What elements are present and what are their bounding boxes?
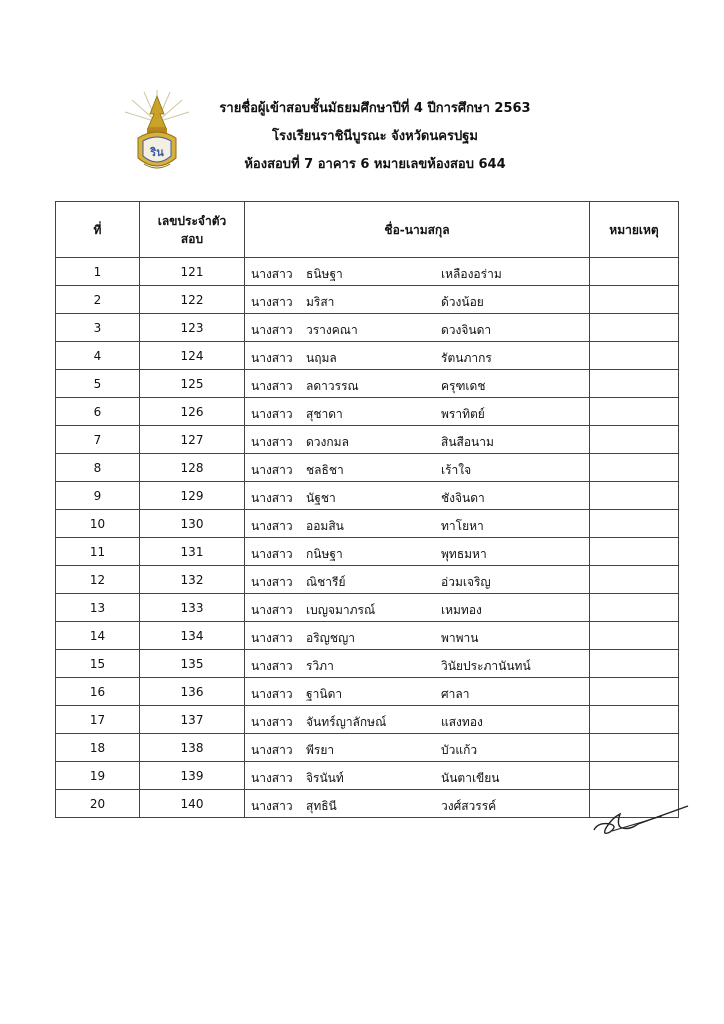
table-row — [56, 538, 679, 566]
first-name: ธนิษฐา — [306, 267, 343, 281]
name-prefix: นางสาว — [251, 463, 293, 477]
row-no-cell: 9 — [56, 482, 140, 510]
first-name: พีรยา — [306, 743, 335, 757]
row-remark-cell — [590, 370, 679, 398]
table-row — [56, 678, 679, 706]
row-exam-id-cell: 124 — [140, 342, 245, 370]
column-header-full-name: ชื่อ-นามสกุล — [245, 202, 590, 258]
last-name: พาพาน — [441, 631, 479, 645]
first-name: วรางคณา — [306, 323, 358, 337]
row-full-name-cell — [245, 678, 590, 706]
row-exam-id-cell: 125 — [140, 370, 245, 398]
name-prefix: นางสาว — [251, 799, 293, 813]
table-body — [56, 258, 679, 818]
first-name: เบญจมาภรณ์ — [306, 603, 376, 617]
table-row — [56, 258, 679, 286]
row-remark-cell — [590, 342, 679, 370]
row-exam-id-cell: 134 — [140, 622, 245, 650]
row-full-name-cell — [245, 370, 590, 398]
column-header-exam-id — [140, 202, 245, 258]
row-exam-id-cell: 121 — [140, 258, 245, 286]
row-exam-id-cell: 135 — [140, 650, 245, 678]
name-prefix: นางสาว — [251, 407, 293, 421]
name-prefix: นางสาว — [251, 519, 293, 533]
first-name: กนิษฐา — [306, 547, 343, 561]
last-name: รัตนภากร — [441, 351, 492, 365]
row-exam-id-cell: 126 — [140, 398, 245, 426]
row-remark-cell — [590, 706, 679, 734]
row-full-name-cell — [245, 566, 590, 594]
row-no-cell: 10 — [56, 510, 140, 538]
row-exam-id-cell: 129 — [140, 482, 245, 510]
first-name: ออมสิน — [306, 519, 344, 533]
row-remark-cell — [590, 538, 679, 566]
row-full-name-cell — [245, 454, 590, 482]
table-row — [56, 510, 679, 538]
row-no-cell: 12 — [56, 566, 140, 594]
first-name: นฤมล — [306, 351, 337, 365]
last-name: อ่วมเจริญ — [441, 575, 491, 589]
first-name: สุชาดา — [306, 407, 343, 421]
last-name: ด้วงน้อย — [441, 295, 484, 309]
row-full-name-cell — [245, 706, 590, 734]
row-remark-cell — [590, 678, 679, 706]
row-exam-id-cell: 122 — [140, 286, 245, 314]
name-prefix: นางสาว — [251, 547, 293, 561]
first-name: นัฐชา — [306, 491, 336, 505]
row-full-name-cell — [245, 650, 590, 678]
row-full-name-cell — [245, 538, 590, 566]
row-remark-cell — [590, 762, 679, 790]
row-full-name-cell — [245, 314, 590, 342]
row-remark-cell — [590, 286, 679, 314]
table-row — [56, 734, 679, 762]
table-row — [56, 286, 679, 314]
row-remark-cell — [590, 622, 679, 650]
name-prefix: นางสาว — [251, 715, 293, 729]
table-row — [56, 594, 679, 622]
header-title: รายชื่อผู้เข้าสอบชั้นมัธยมศึกษาปีที่ 4 ปีการศึกษา 2563 — [219, 101, 531, 116]
row-exam-id-cell: 139 — [140, 762, 245, 790]
name-prefix: นางสาว — [251, 743, 293, 757]
name-prefix: นางสาว — [251, 379, 293, 393]
row-remark-cell — [590, 258, 679, 286]
row-remark-cell — [590, 314, 679, 342]
first-name: อริญชญา — [306, 631, 355, 645]
first-name: รวิภา — [306, 659, 334, 673]
row-no-cell: 14 — [56, 622, 140, 650]
name-prefix: นางสาว — [251, 575, 293, 589]
last-name: บัวแก้ว — [441, 743, 478, 757]
row-no-cell: 13 — [56, 594, 140, 622]
row-exam-id-cell: 132 — [140, 566, 245, 594]
row-exam-id-cell: 128 — [140, 454, 245, 482]
row-no-cell: 18 — [56, 734, 140, 762]
row-no-cell: 15 — [56, 650, 140, 678]
row-exam-id-cell: 130 — [140, 510, 245, 538]
last-name: ชังจินดา — [441, 491, 485, 505]
last-name: ดวงจินดา — [441, 323, 492, 337]
first-name: จันทร์ญาลักษณ์ — [306, 715, 387, 729]
row-exam-id-cell: 127 — [140, 426, 245, 454]
last-name: ทาโยหา — [441, 519, 484, 533]
row-no-cell: 19 — [56, 762, 140, 790]
row-full-name-cell — [245, 762, 590, 790]
row-full-name-cell — [245, 510, 590, 538]
header-room: ห้องสอบที่ 7 อาคาร 6 หมายเลขห้องสอบ 644 — [244, 157, 506, 172]
table-row — [56, 566, 679, 594]
table-row — [56, 482, 679, 510]
last-name: เหมทอง — [441, 603, 482, 617]
first-name: มริสา — [306, 295, 335, 309]
roster-table — [55, 201, 679, 818]
table-row — [56, 370, 679, 398]
table-row — [56, 342, 679, 370]
row-exam-id-cell: 140 — [140, 790, 245, 818]
row-full-name-cell — [245, 258, 590, 286]
row-full-name-cell — [245, 342, 590, 370]
row-no-cell: 8 — [56, 454, 140, 482]
row-no-cell: 11 — [56, 538, 140, 566]
table-row — [56, 314, 679, 342]
row-no-cell: 2 — [56, 286, 140, 314]
row-exam-id-cell: 133 — [140, 594, 245, 622]
last-name: พุทธมหา — [441, 547, 487, 561]
row-full-name-cell — [245, 622, 590, 650]
svg-text:ริน: ริน — [150, 146, 164, 159]
row-no-cell: 20 — [56, 790, 140, 818]
row-exam-id-cell: 136 — [140, 678, 245, 706]
last-name: ศาลา — [441, 687, 470, 701]
column-header-exam-id-text: เลขประจำตัว สอบ — [157, 213, 227, 246]
table-row — [56, 426, 679, 454]
table-row — [56, 706, 679, 734]
last-name: นันตาเขียน — [441, 771, 500, 785]
last-name: ครุฑเดช — [441, 379, 486, 393]
table-row — [56, 650, 679, 678]
row-exam-id-cell: 131 — [140, 538, 245, 566]
row-remark-cell — [590, 426, 679, 454]
row-no-cell: 6 — [56, 398, 140, 426]
last-name: เร้าใจ — [441, 463, 472, 477]
name-prefix: นางสาว — [251, 435, 293, 449]
first-name: ลดาวรรณ — [306, 379, 359, 393]
name-prefix: นางสาว — [251, 631, 293, 645]
row-remark-cell — [590, 510, 679, 538]
name-prefix: นางสาว — [251, 603, 293, 617]
document-header — [140, 95, 610, 179]
row-full-name-cell — [245, 790, 590, 818]
row-remark-cell — [590, 482, 679, 510]
table-row — [56, 790, 679, 818]
row-no-cell: 7 — [56, 426, 140, 454]
name-prefix: นางสาว — [251, 323, 293, 337]
row-exam-id-cell: 123 — [140, 314, 245, 342]
row-remark-cell — [590, 650, 679, 678]
row-remark-cell — [590, 398, 679, 426]
first-name: ณิชารีย์ — [306, 575, 346, 589]
row-full-name-cell — [245, 398, 590, 426]
last-name: สินสือนาม — [441, 435, 494, 449]
name-prefix: นางสาว — [251, 295, 293, 309]
row-remark-cell — [590, 566, 679, 594]
first-name: ฐานิดา — [306, 687, 343, 701]
first-name: ดวงกมล — [306, 435, 349, 449]
table-header-row — [56, 202, 679, 258]
row-no-cell: 4 — [56, 342, 140, 370]
last-name: เหลืองอร่าม — [441, 267, 502, 281]
last-name: พราทิตย์ — [441, 407, 485, 421]
row-full-name-cell — [245, 482, 590, 510]
row-full-name-cell — [245, 426, 590, 454]
last-name: วินัยประภานันทน์ — [441, 659, 531, 673]
row-no-cell: 5 — [56, 370, 140, 398]
row-remark-cell — [590, 454, 679, 482]
table-row — [56, 454, 679, 482]
row-no-cell: 3 — [56, 314, 140, 342]
first-name: ชลธิชา — [306, 463, 344, 477]
name-prefix: นางสาว — [251, 267, 293, 281]
last-name: แสงทอง — [441, 715, 483, 729]
name-prefix: นางสาว — [251, 687, 293, 701]
header-school: โรงเรียนราชินีบูรณะ จังหวัดนครปฐม — [272, 129, 478, 144]
row-full-name-cell — [245, 594, 590, 622]
row-no-cell: 1 — [56, 258, 140, 286]
table-row — [56, 762, 679, 790]
row-full-name-cell — [245, 286, 590, 314]
table-row — [56, 398, 679, 426]
table-row — [56, 622, 679, 650]
row-remark-cell — [590, 734, 679, 762]
name-prefix: นางสาว — [251, 659, 293, 673]
first-name: จิรนันท์ — [306, 771, 344, 785]
row-no-cell: 16 — [56, 678, 140, 706]
column-header-no: ที่ — [56, 202, 140, 258]
name-prefix: นางสาว — [251, 491, 293, 505]
first-name: สุทธินี — [306, 799, 337, 813]
name-prefix: นางสาว — [251, 351, 293, 365]
last-name: วงศ์สวรรค์ — [441, 799, 497, 813]
row-full-name-cell — [245, 734, 590, 762]
row-exam-id-cell: 138 — [140, 734, 245, 762]
row-exam-id-cell: 137 — [140, 706, 245, 734]
row-remark-cell — [590, 594, 679, 622]
name-prefix: นางสาว — [251, 771, 293, 785]
row-no-cell: 17 — [56, 706, 140, 734]
column-header-remark: หมายเหตุ — [590, 202, 679, 258]
signature-mark — [592, 800, 692, 838]
